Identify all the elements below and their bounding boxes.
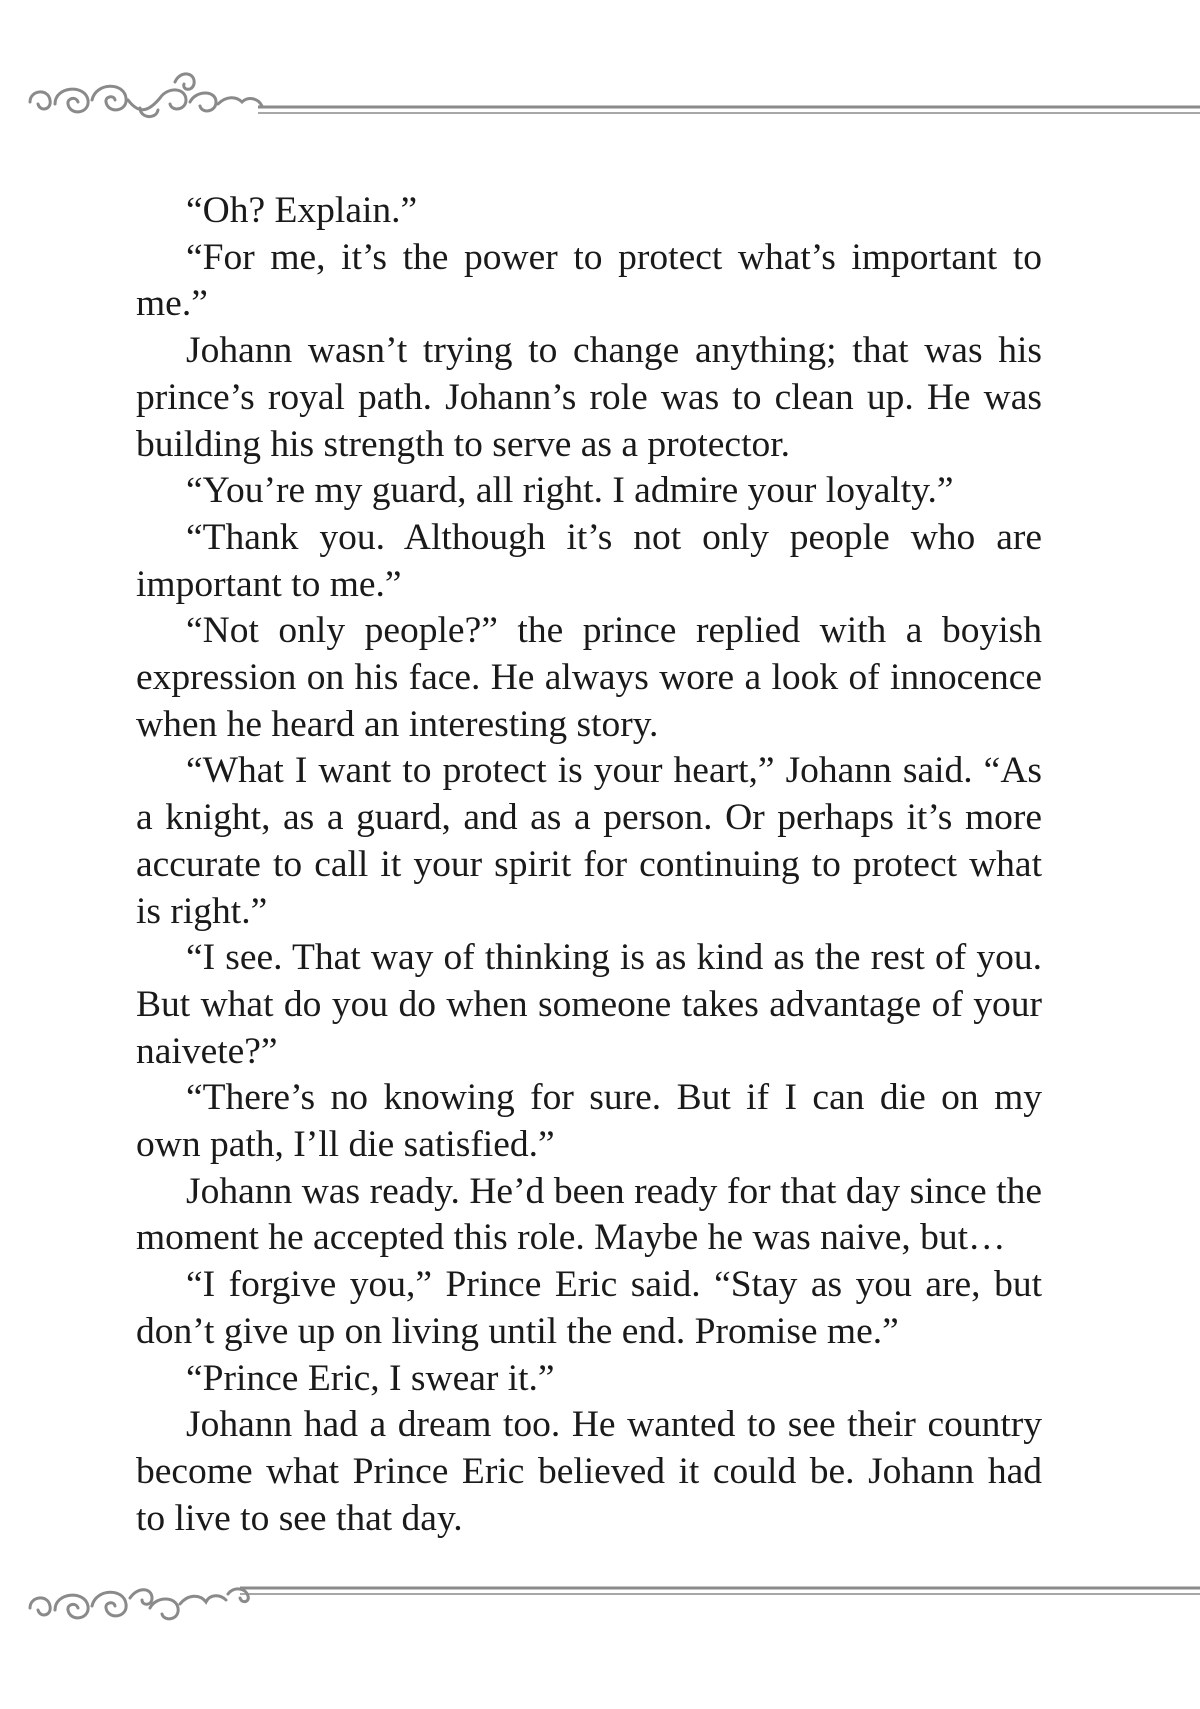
top-ornament-flourish	[0, 60, 1200, 140]
paragraph: Johann had a dream too. He wanted to see their country become what Prince Eric believed it could be. Johann had to live to see that day.	[136, 1404, 1042, 1539]
paragraph: “Not only people?” the prince replied with a boyish expression on his face. He always wore a look of innocence when he heard an interesting story.	[136, 610, 1042, 745]
body-text	[136, 188, 1042, 1542]
paragraph: Johann was ready. He’d been ready for that day since the moment he accepted this role. Maybe he was naive, but…	[136, 1170, 1042, 1259]
paragraph: “For me, it’s the power to protect what’s important to me.”	[136, 236, 1042, 325]
paragraph: “I forgive you,” Prince Eric said. “Stay as you are, but don’t give up on living until the end. Promise me.”	[136, 1264, 1042, 1352]
paragraph: Johann wasn’t trying to change anything; that was his prince’s royal path. Johann’s role was to clean up. He was building his strength to serve as a protector.	[136, 330, 1042, 465]
paragraph: “I see. That way of thinking is as kind as the rest of you. But what do you do when someone takes advantage of your naivete?”	[136, 937, 1042, 1072]
paragraph: “Oh? Explain.”	[186, 190, 418, 231]
paragraph: “There’s no knowing for sure. But if I can die on my own path, I’ll die satisfied.”	[136, 1077, 1042, 1166]
bottom-ornament-flourish	[0, 1560, 1200, 1640]
paragraph: “Prince Eric, I swear it.”	[186, 1357, 555, 1399]
paragraph: “What I want to protect is your heart,” Johann said. “As a knight, as a guard, and as a person. Or perhaps it’s more accurate to call it your spirit for continuing to protect what is right.”	[136, 750, 1042, 932]
paragraph: “You’re my guard, all right. I admire your loyalty.”	[186, 470, 954, 512]
paragraph: “Thank you. Although it’s not only people who are important to me.”	[136, 516, 1042, 605]
